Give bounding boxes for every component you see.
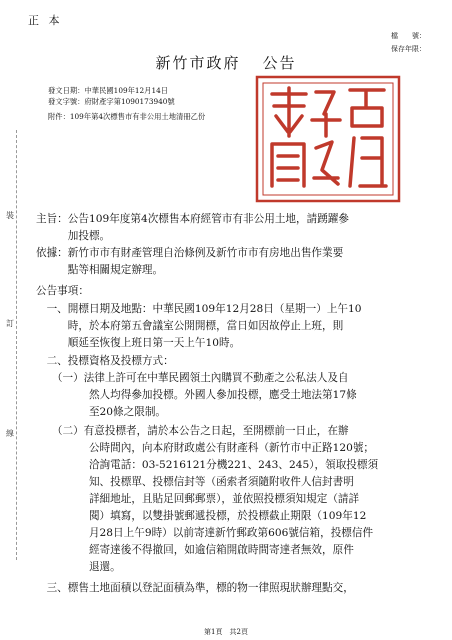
body-line: （二）有意投標者，請於本公告之日起，至開標前一日止，在辦: [36, 425, 349, 437]
body-line: 三、標售土地面積以登記面積為準，標的物一律照現狀辦理點交，: [36, 582, 354, 594]
body-line: 詳細地址，且貼足回郵郵票），並依照投標須知規定（請詳: [36, 493, 360, 505]
attachment: 附件：109年第4次標售市有非公用土地清冊乙份: [48, 112, 206, 121]
body-line: 知、投標單、投標信封等（函索者須隨附收件人信封書明: [36, 476, 354, 488]
body-line: 公時間內，向本府財政處公有財產科（新竹市中正路120號；: [36, 442, 375, 454]
copy-mark: 正 本: [28, 14, 63, 27]
body-line: 順延至恢復上班日第一天上午10時。: [36, 337, 241, 349]
body-line: 閱）填寫，以雙掛號郵遞投標，於投標截止期限（109年12: [36, 510, 367, 522]
retention-label: 保存年限：: [391, 45, 426, 53]
document-number: 發文字號：府財產字第1090173940號: [48, 97, 175, 106]
document-title: [0, 52, 452, 73]
file-number-label: 檔 號：: [391, 32, 426, 40]
binding-mark: 裝: [6, 211, 14, 220]
issue-date: 發文日期：中華民國109年12月14日: [48, 86, 169, 95]
page-number: 第1頁 共2頁: [204, 628, 248, 636]
document-type: 公告: [262, 54, 297, 72]
binding-mark: 訂: [6, 319, 14, 328]
binding-line: [16, 130, 17, 560]
body-line: （一）法律上許可在中華民國領土內購買不動產之公私法人及自: [36, 372, 349, 384]
body-line: 主旨：公告109年度第4次標售本府經管市有非公用土地，請踴躍參: [36, 213, 349, 225]
body-line: 時，於本府第五會議室公開開標，當日如因故停止上班，則: [36, 320, 344, 332]
body-line: 月28日上午9時）以前寄達新竹郵政第606號信箱，投標信件: [36, 527, 374, 539]
binding-mark: 線: [6, 429, 14, 438]
body-line: 點等相關規定辦理。: [36, 264, 164, 276]
official-seal-image: [254, 74, 402, 204]
body-line: 然人均得參加投標。外國人參加投標，應受土地法第17條: [36, 389, 357, 401]
body-line: 加投標。: [36, 230, 111, 242]
body-line: 退還。: [36, 561, 121, 573]
seal-glyphs: [272, 88, 386, 186]
body-line: 二、投標資格及投標方式：: [36, 355, 174, 367]
body-line: 經寄達後不得撤回，如逾信箱開啟時間寄達者無效，原件: [36, 544, 354, 556]
body-line: 洽詢電話：03-5216121分機221、243、245），領取投標須: [36, 459, 379, 471]
body-line: 至20條之限制。: [36, 406, 167, 418]
body-line: 一、開標日期及地點：中華民國109年12月28日（星期一）上午10: [36, 303, 362, 315]
body-line: 依據：新竹市市有財產管理自治條例及新竹市市有房地出售作業要: [36, 247, 344, 259]
agency-name: 新竹市政府: [155, 54, 241, 72]
body-line: 公告事項：: [36, 285, 89, 297]
